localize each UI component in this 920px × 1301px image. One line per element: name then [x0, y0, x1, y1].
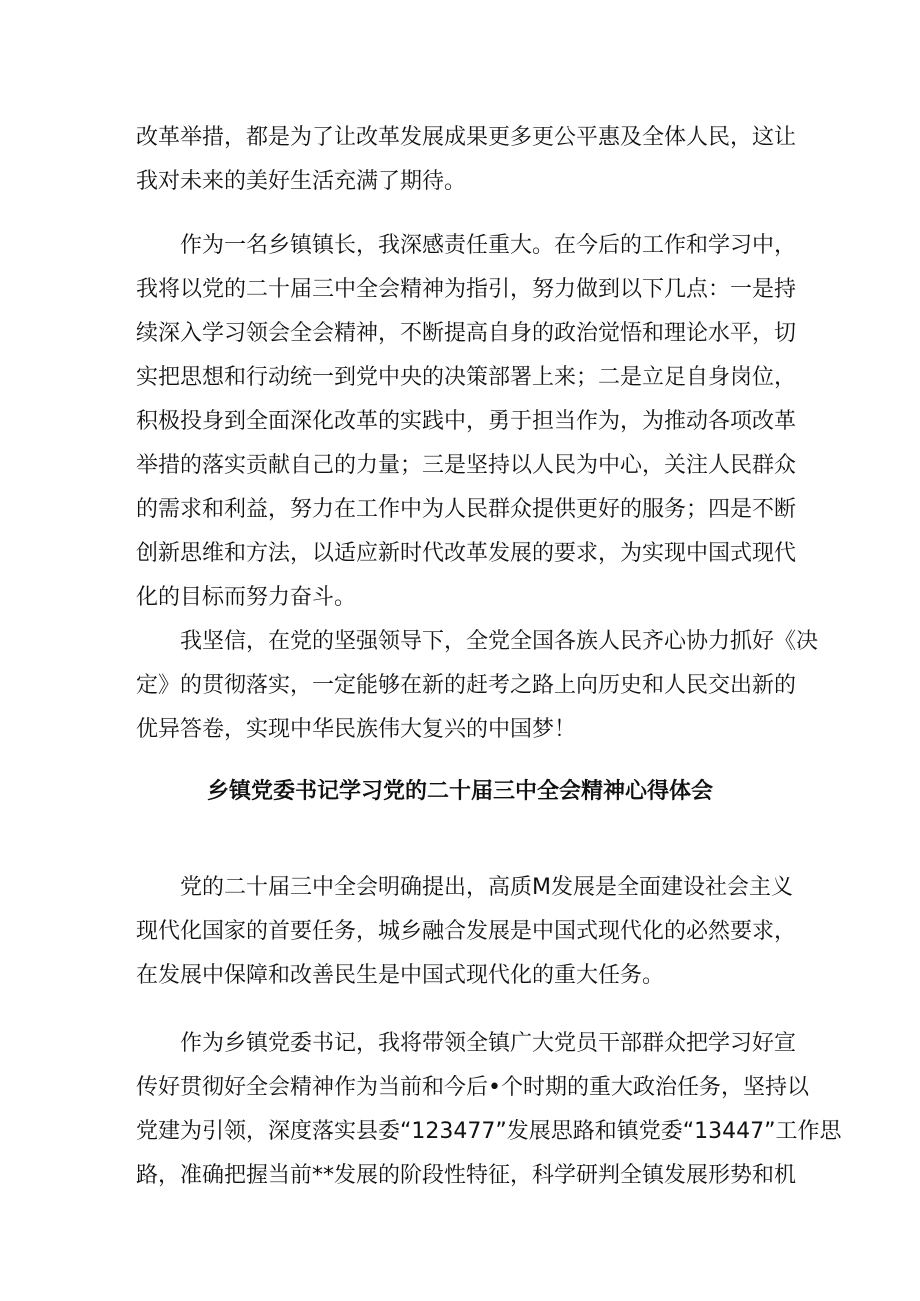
- paragraph-3-line-1: 我坚信，在党的坚强领导下，全党全国各族人民齐心协力抓好《决: [180, 629, 819, 654]
- paragraph-4-line-1: 党的二十届三中全会明确提出，高质M发展是全面建设社会主义: [180, 875, 793, 900]
- paragraph-1-line-1: 改革举措，都是为了让改革发展成果更多更公平惠及全体人民，这让: [136, 125, 797, 150]
- paragraph-4-line-3: 在发展中保障和改善民生是中国式现代化的重大任务。: [136, 963, 665, 988]
- paragraph-2-line-7: 的需求和利益，努力在工作中为人民群众提供更好的服务；四是不断: [136, 497, 797, 522]
- paragraph-2-line-5: 积极投身到全面深化改革的实践中，勇于担当作为，为推动各项改革: [136, 409, 797, 434]
- paragraph-2-line-2: 我将以党的二十届三中全会精神为指引，努力做到以下几点：一是持: [136, 277, 797, 302]
- paragraph-2-line-8: 创新思维和方法，以适应新时代改革发展的要求，为实现中国式现代: [136, 541, 797, 566]
- paragraph-5-line-4: 路，准确把握当前**发展的阶段性特征，科学研判全镇发展形势和机: [136, 1163, 797, 1188]
- paragraph-2-line-9: 化的目标而努力奋斗。: [136, 585, 357, 610]
- paragraph-4-line-2: 现代化国家的首要任务，城乡融合发展是中国式现代化的必然要求，: [136, 919, 797, 944]
- paragraph-3-line-3: 优异答卷，实现中华民族伟大复兴的中国梦！: [136, 717, 577, 742]
- paragraph-2-line-1: 作为一名乡镇镇长，我深感责任重大。在今后的工作和学习中，: [180, 233, 797, 258]
- paragraph-1-line-2: 我对未来的美好生活充满了期待。: [136, 169, 467, 194]
- section-title: 乡镇党委书记学习党的二十届三中全会精神心得体会: [206, 779, 713, 804]
- paragraph-5-line-3: 党建为引领，深度落实县委“123477”发展思路和镇党委“13447”工作思: [136, 1119, 842, 1144]
- paragraph-2-line-3: 续深入学习领会全会精神，不断提高自身的政治觉悟和理论水平，切: [136, 321, 797, 346]
- paragraph-2-line-4: 实把思想和行动统一到党中央的决策部署上来；二是立足自身岗位，: [136, 365, 797, 390]
- paragraph-5-line-2: 传好贯彻好全会精神作为当前和今后•个时期的重大政治任务，坚持以: [136, 1075, 809, 1100]
- paragraph-5-line-1: 作为乡镇党委书记，我将带领全镇广大党员干部群众把学习好宣: [180, 1031, 797, 1056]
- paragraph-3-line-2: 定》的贯彻落实，一定能够在新的赶考之路上向历史和人民交出新的: [136, 673, 797, 698]
- paragraph-2-line-6: 举措的落实贡献自己的力量；三是坚持以人民为中心，关注人民群众: [136, 453, 797, 478]
